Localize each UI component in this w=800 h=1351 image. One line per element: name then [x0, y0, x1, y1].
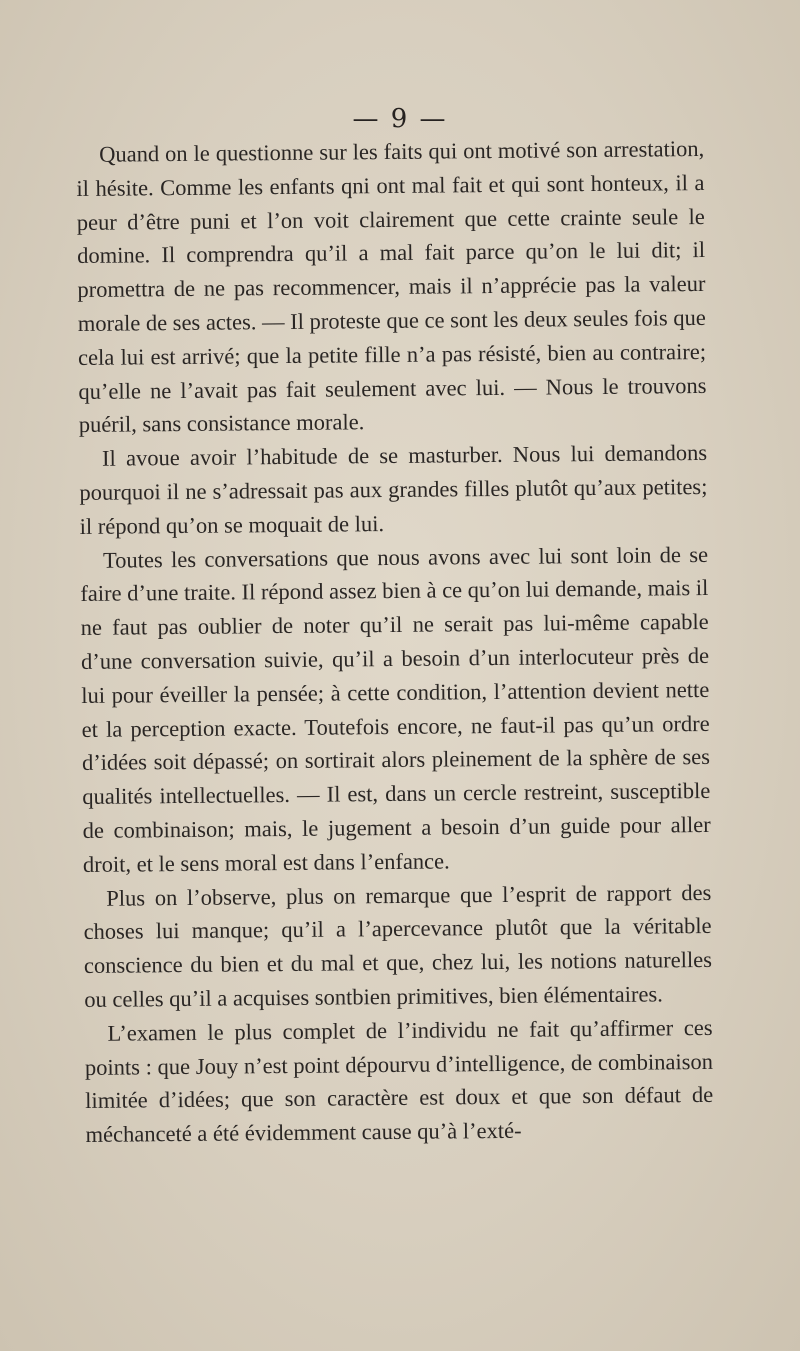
- paragraph-1: Quand on le questionne sur les faits qui ont motivé son arrestation, il hésite. Comme les enfants qni ont mal fait et qui sont honteux, il a peur d’être puni et l’on voit clairement que cette crainte seule le domine. Il comprendra qu’il a mal fait parce qu’on le lui dit; il promettra de ne pas recommencer, mais il n’apprécie pas la valeur morale de ses actes. — Il proteste que ce sont les deux seules fois que cela lui est arrivé; que la petite fille n’a pas résisté, bien au contraire; qu’elle ne l’avait pas fait seulement avec lui. — Nous le trouvons puéril, sans consistance morale.: [76, 135, 707, 438]
- paragraph-4: Plus on l’observe, plus on remarque que l’esprit de rapport des choses lui manque; qu’il a l’apercevance plutôt que la véritable conscience du bien et du mal et que, chez lui, les notions naturelles ou celles qu’il a acquises sontbien primitives, bien élémentaires.: [83, 879, 713, 1012]
- page-number: — 9 —: [352, 104, 448, 134]
- body-text: [76, 132, 714, 1152]
- paragraph-3: Toutes les conversations que nous avons avec lui sont loin de se faire d’une traite. Il répond assez bien à ce qu’on lui demande, mais il ne faut pas oublier de noter qu’il ne serait pas lui-même capable d’une conversation suivie, qu’il a besoin d’un interlocuteur près de lui pour éveiller la pensée; à cette condition, l’attention devient nette et la perception exacte. Toutefois encore, ne faut-il pas qu’un ordre d’idées soit dépassé; on sortirait alors pleinement de la sphère de ses qualités intellectuelles. — Il est, dans un cercle restreint, susceptible de combinaison; mais, le jugement a besoin d’un guide pour aller droit, et le sens moral est dans l’enfance.: [80, 541, 711, 877]
- paragraph-5: L’examen le plus complet de l’individu ne fait qu’affirmer ces points : que Jouy n’est point dépourvu d’intelligence, de combinaison limitée d’idées; que son caractère est doux et que son défaut de méchanceté a été évidemment cause qu’à l’exté-: [84, 1014, 714, 1148]
- paragraph-2: Il avoue avoir l’habitude de se masturber. Nous lui demandons pourquoi il ne s’adressait pas aux grandes filles plutôt qu’aux petites; il répond qu’on se moquait de lui.: [79, 440, 708, 539]
